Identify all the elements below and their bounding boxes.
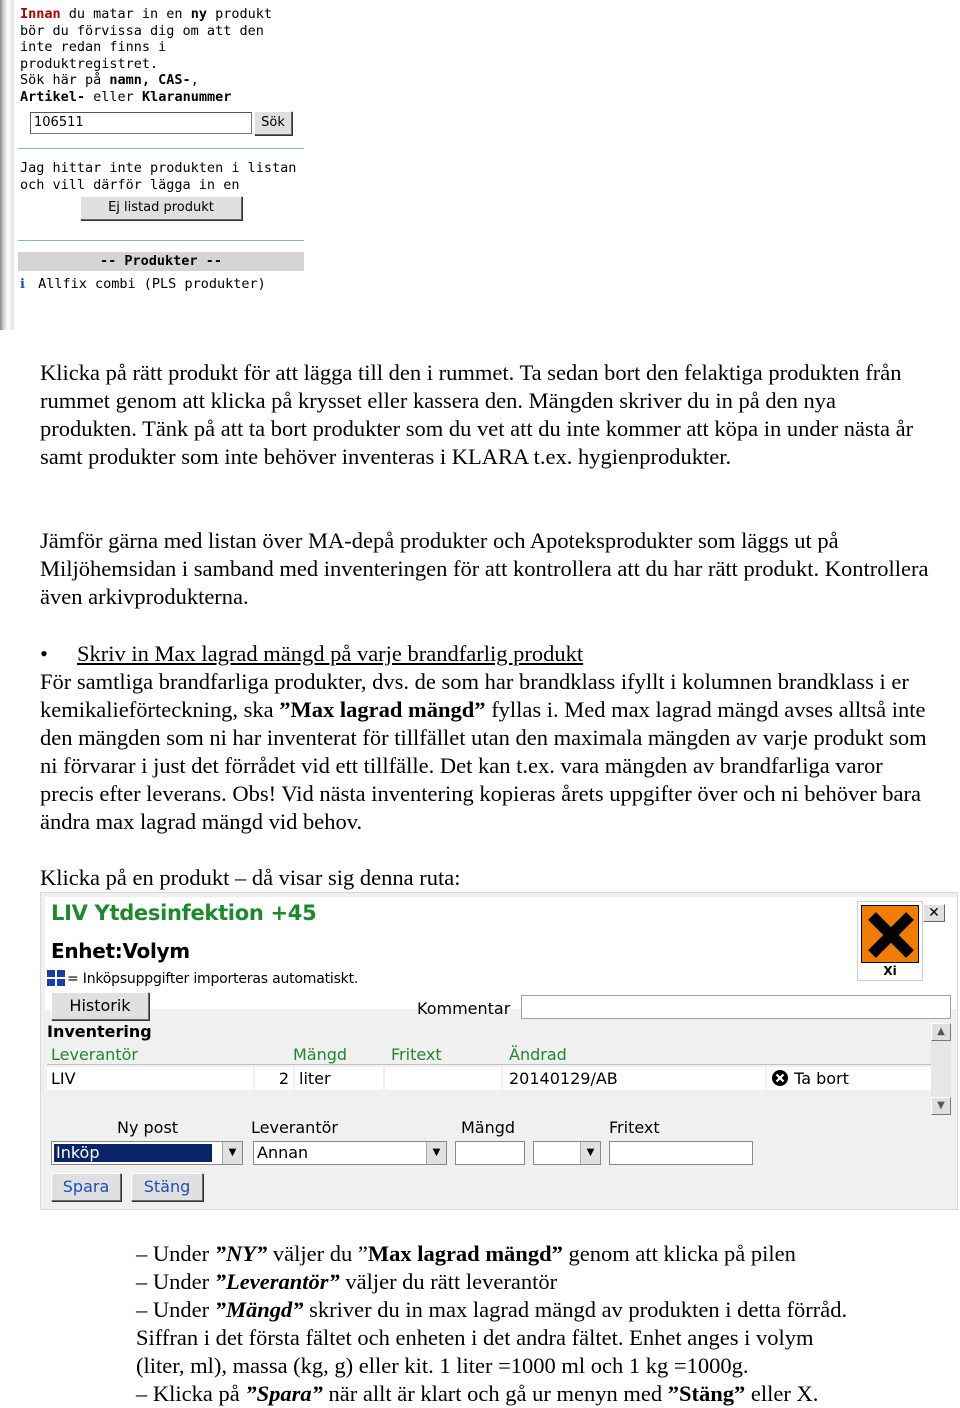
paragraph-click-product: Klicka på en produkt – då visar sig denna ruta: (40, 865, 461, 890)
row-supplier: LIV (47, 1067, 253, 1090)
bullet-icon: • (40, 641, 48, 666)
instruction-line: – Under ”Mängd” skriver du in max lagrad mängd av produkten i detta förråd. (136, 1297, 848, 1322)
new-post-header: Ny post (117, 1118, 179, 1137)
instruction-line: – Klicka på ”Spara” när allt är klart och gå ur menyn med ”Stäng” eller X. (136, 1381, 819, 1406)
instruction-line: Siffran i det första fältet och enheten i det andra fältet. Enhet anges i volym (136, 1325, 814, 1350)
bullet-heading-link[interactable]: Skriv in Max lagrad mängd på varje brandfarlig produkt (77, 641, 584, 666)
close-icon[interactable]: ✕ (923, 904, 945, 922)
chevron-down-icon[interactable]: ▼ (426, 1142, 446, 1164)
scroll-up-icon[interactable]: ▲ (931, 1023, 951, 1041)
amount-input[interactable] (455, 1141, 525, 1165)
product-list-item[interactable] (20, 276, 306, 294)
hazard-label: Xi (883, 964, 897, 978)
dialog-title: LIV Ytdesinfektion +45 (51, 901, 317, 925)
scroll-down-icon[interactable]: ▼ (931, 1097, 951, 1115)
comment-label: Kommentar (417, 999, 511, 1018)
new-fritext-header: Fritext (609, 1118, 660, 1137)
paragraph-add-product: Klicka på rätt produkt för att lägga till den i rummet. Ta sedan bort den felaktiga produkten från rummet genom att klicka på krysset eller kassera den. Mängden skriver du in på den nya produkten. Tänk på att ta bort produkter som du vet att du inte kommer att köpa in under nästa år samt produkter som inte behöver inventeras i KLARA t.ex. hygienprodukter. (40, 360, 914, 469)
paragraph-flammable: För samtliga brandfarliga produkter, dvs. de som har brandklass ifyllt i kolumnen brandklass i er kemikalieförteckning, ska ”Max lagrad mängd” fyllas i. Med max lagrad mängd avses alltså inte den mängden som ni har inventerat för tillfället utan den maximala mängden av varje produkt som ni förvarar i just det förrådet vid ett tillfälle. Det kan t.ex. vara mängden av brandfarliga varor precis efter leverans. Obs! Vid nästa inventering kopieras årets uppgifter över och ni behöver bara ändra max lagrad mängd vid behov. (40, 669, 927, 834)
row-fritext (385, 1067, 501, 1090)
unit-select[interactable] (533, 1141, 601, 1165)
fritext-input[interactable] (609, 1141, 753, 1165)
column-header-amount: Mängd (293, 1045, 348, 1064)
product-dialog-screenshot (40, 892, 958, 1210)
chevron-down-icon[interactable]: ▼ (222, 1142, 242, 1164)
instructions-list (136, 1240, 926, 1408)
instruction-line: – Under ”NY” väljer du ”Max lagrad mängd” genom att klicka på pilen (136, 1241, 796, 1266)
paragraph-compare-lists: Jämför gärna med listan över MA-depå produkter och Apoteksprodukter som läggs ut på Miljöhemsidan i samband med inventeringen för att kontrollera att du har rätt produkt. Kontrollera även arkivprodukterna. (40, 528, 929, 609)
panel-left-border (0, 0, 14, 330)
column-header-changed: Ändrad (509, 1045, 567, 1064)
import-note: = Inköpsuppgifter importeras automatiskt. (47, 970, 358, 987)
row-unit: liter (295, 1067, 383, 1090)
search-intro-text: Innan du matar in en ny produkt bör du förvissa dig om att den inte redan finns i produktregistret. Sök här på namn, CAS-, Artikel- eller Klaranummer (20, 6, 272, 105)
hazard-symbol (857, 901, 923, 981)
divider (47, 1064, 931, 1065)
not-listed-text: Jag hittar inte produkten i listan och vill därför lägga in en (20, 160, 297, 193)
delete-row-button[interactable]: Ta bort (767, 1067, 931, 1090)
history-button[interactable]: Historik (51, 992, 149, 1020)
new-post-select[interactable]: Inköp ▼ (51, 1141, 243, 1165)
chevron-down-icon[interactable]: ▼ (580, 1142, 600, 1164)
inventory-label: Inventering (47, 1022, 152, 1041)
instruction-line: – Under ”Leverantör” väljer du rätt leverantör (136, 1269, 558, 1294)
search-panel-screenshot (0, 0, 306, 330)
save-button[interactable]: Spara (51, 1173, 121, 1201)
search-input[interactable]: 106511 (30, 112, 252, 134)
table-scrollbar[interactable] (931, 1023, 951, 1115)
column-header-fritext: Fritext (391, 1045, 442, 1064)
new-amount-header: Mängd (461, 1118, 516, 1137)
comment-input[interactable] (521, 995, 951, 1019)
new-supplier-header: Leverantör (251, 1118, 338, 1137)
close-button[interactable]: Stäng (131, 1173, 203, 1201)
flag-icon (47, 970, 65, 986)
supplier-select[interactable]: Annan ▼ (253, 1141, 447, 1165)
info-icon[interactable]: i (20, 277, 25, 292)
hazard-xi-icon (861, 905, 919, 963)
row-amount: 2 (255, 1067, 293, 1090)
dialog-unit: Enhet:Volym (51, 939, 190, 963)
row-changed: 20140129/AB (503, 1067, 765, 1090)
search-button[interactable]: Sök (254, 111, 292, 135)
delete-icon[interactable] (771, 1069, 789, 1087)
divider (18, 240, 304, 241)
not-listed-product-button[interactable]: Ej listad produkt (80, 196, 242, 220)
divider (18, 148, 304, 149)
column-header-supplier: Leverantör (51, 1045, 138, 1064)
instruction-line: (liter, ml), massa (kg, g) eller kit. 1 liter =1000 ml och 1 kg =1000g. (136, 1353, 749, 1378)
product-item-label: Allfix combi (PLS produkter) (38, 276, 266, 292)
products-header: -- Produkter -- (18, 252, 304, 271)
